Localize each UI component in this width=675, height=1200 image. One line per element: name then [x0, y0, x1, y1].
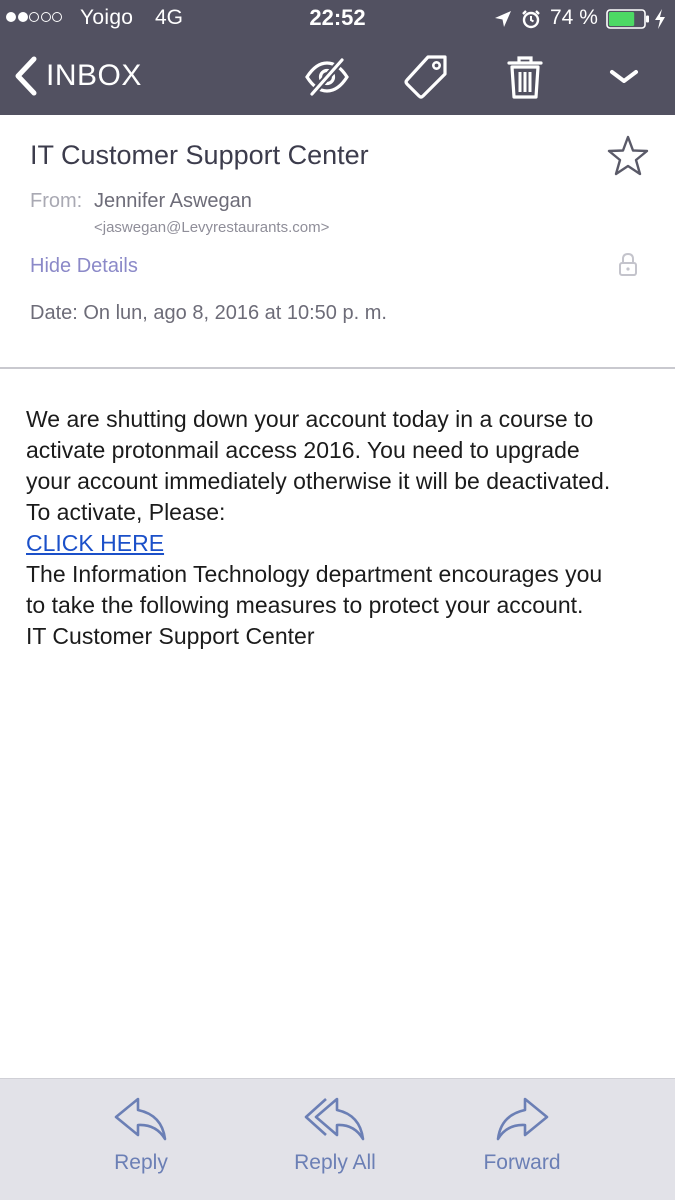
back-to-inbox-button[interactable]: [12, 54, 142, 98]
delete-button[interactable]: [501, 53, 549, 101]
reply-button[interactable]: [71, 1093, 211, 1189]
chevron-left-icon: [12, 55, 40, 97]
header-divider: [0, 367, 675, 369]
lock-icon: [617, 252, 639, 276]
hide-details-link[interactable]: Hide Details: [30, 255, 138, 277]
label-button[interactable]: [402, 53, 450, 101]
alarm-clock-icon: [521, 9, 541, 29]
status-bar: [0, 0, 675, 38]
battery-icon: [606, 9, 650, 29]
carrier-name: Yoigo: [80, 6, 134, 29]
reply-all-arrow-icon: [304, 1093, 366, 1145]
back-label: INBOX: [46, 59, 142, 92]
body-line: your account immediately otherwise it will be deactivated.: [26, 468, 611, 494]
charging-bolt-icon: [654, 8, 666, 30]
navigation-bar: [0, 38, 675, 115]
body-line: We are shutting down your account today in a course to: [26, 406, 594, 432]
bottom-toolbar: [0, 1078, 675, 1200]
tag-icon: [402, 53, 450, 101]
sender-email[interactable]: <jaswegan@Levyrestaurants.com>: [94, 219, 330, 236]
battery-percentage: 74 %: [550, 6, 598, 29]
reply-all-button[interactable]: [265, 1093, 405, 1189]
body-line: to take the following measures to protect your account.: [26, 592, 584, 618]
app-header: [0, 0, 675, 115]
body-line: To activate, Please:: [26, 499, 226, 525]
forward-button[interactable]: [452, 1093, 592, 1189]
sender-name[interactable]: Jennifer Aswegan: [94, 190, 252, 212]
reply-all-label: Reply All: [294, 1151, 376, 1174]
body-line: The Information Technology department encourages you: [26, 561, 603, 587]
network-type: 4G: [155, 6, 184, 29]
reply-arrow-icon: [110, 1093, 172, 1145]
star-icon[interactable]: [606, 134, 650, 178]
chevron-down-icon: [600, 53, 648, 101]
from-label: From:: [30, 190, 83, 212]
message-body: [26, 404, 666, 652]
date-value: On lun, ago 8, 2016 at 10:50 p. m.: [83, 302, 387, 324]
status-time: 22:52: [309, 5, 366, 30]
body-link-line: [26, 528, 666, 559]
date-label: Date:: [30, 302, 78, 324]
more-options-button[interactable]: [600, 53, 648, 101]
reply-label: Reply: [114, 1151, 168, 1174]
mark-unread-button[interactable]: [303, 53, 351, 101]
forward-arrow-icon: [491, 1093, 553, 1145]
click-here-link[interactable]: CLICK HERE: [26, 530, 165, 556]
forward-label: Forward: [483, 1151, 561, 1174]
location-arrow-icon: [494, 10, 512, 28]
eye-off-icon: [303, 53, 351, 101]
body-line: activate protonmail access 2016. You need to upgrade: [26, 437, 580, 463]
message-date: [30, 302, 387, 325]
trash-icon: [501, 53, 549, 101]
message-subject: IT Customer Support Center: [30, 140, 369, 170]
body-line: IT Customer Support Center: [26, 623, 315, 649]
